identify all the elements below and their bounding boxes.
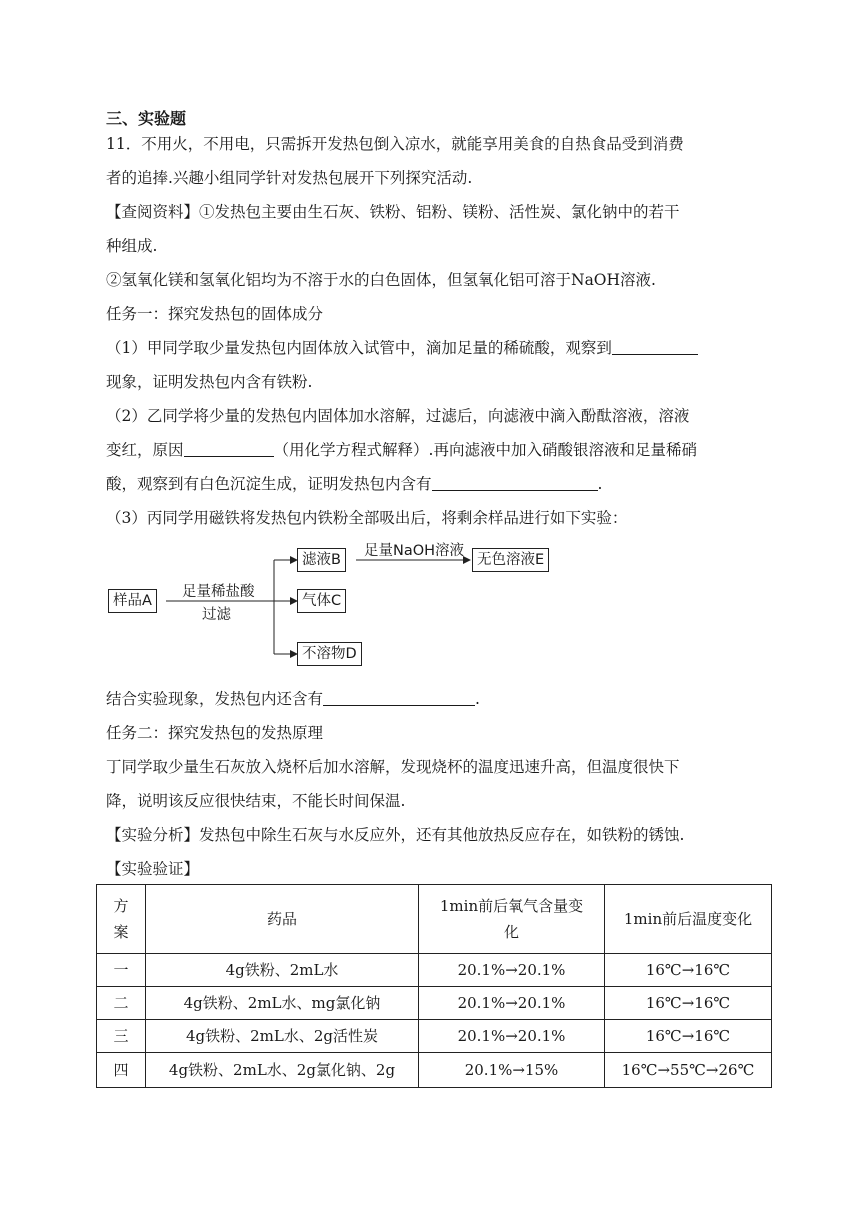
table-header-row [97,885,772,954]
part-1-line-1 [106,337,698,359]
reagent-hcl-label: 足量稀盐酸 [182,584,255,600]
gas-c-box: 气体C [297,589,346,613]
table-row [97,987,772,1020]
part-2-text-b: （用化学方程式解释）.再向滤液中加入硝酸银溶液和足量稀硝 [273,441,697,459]
reference-2: ②氢氧化镁和氢氧化铝均为不溶于水的白色固体，但氢氧化铝可溶于NaOH溶液. [106,271,656,289]
verify-heading: 【实验验证】 [106,860,200,878]
reagent-naoh-label: 足量NaOH溶液 [364,543,465,559]
part-3-line: （3）丙同学用磁铁将发热包内铁粉全部吸出后，将剩余样品进行如下实验： [106,509,628,527]
part-2-line-1: （2）乙同学将少量的发热包内固体加水溶解，过滤后，向滤液中滴入酚酞溶液，溶液 [106,407,690,425]
header-drug: 药品 [146,885,419,954]
filtrate-b-box: 滤液B [297,548,346,572]
cell-drug: 4g铁粉、2mL水、2g氯化钠、2g [146,1053,419,1088]
table-row [97,954,772,987]
answer-blank-4[interactable] [323,689,475,706]
cell-drug: 4g铁粉、2mL水、2g活性炭 [146,1020,419,1053]
cell-oxygen: 20.1%→20.1% [419,954,605,987]
task-2-line-2: 降，说明该反应很快结束，不能长时间保温. [106,792,406,810]
cell-plan: 一 [97,954,146,987]
header-oxygen: 1min前后氧气含量变 化 [419,885,605,954]
part-2-line-2 [106,439,697,461]
task-2-line-1: 丁同学取少量生石灰放入烧杯后加水溶解，发现烧杯的温度迅速升高，但温度很快下 [106,758,680,776]
reference-1-line-2: 种组成. [106,237,158,255]
cell-temperature: 16℃→16℃ [605,987,772,1020]
part-1-text: （1）甲同学取少量发热包内固体放入试管中，滴加足量的稀硫酸，观察到 [106,339,612,357]
answer-blank-2[interactable] [184,440,274,457]
experiment-table [96,884,772,1088]
question-text-line-1: 11．不用火，不用电，只需拆开发热包倒入凉水，就能享用美食的自热食品受到消费 [106,135,684,153]
cell-temperature: 16℃→16℃ [605,954,772,987]
cell-plan: 四 [97,1053,146,1088]
sample-a-box: 样品A [108,589,157,613]
cell-plan: 二 [97,987,146,1020]
answer-blank-3[interactable] [432,474,598,491]
part-1-line-2: 现象，证明发热包内含有铁粉. [106,373,313,391]
filter-label: 过滤 [202,607,231,623]
part-2-text-a: 变红，原因 [106,441,184,459]
conclusion-end: . [475,690,480,708]
answer-blank-1[interactable] [612,338,698,355]
conclusion-line [106,688,480,710]
question-text-line-2: 者的追捧.兴趣小组同学针对发热包展开下列探究活动. [106,169,473,187]
cell-temperature: 16℃→55℃→26℃ [605,1053,772,1088]
cell-oxygen: 20.1%→20.1% [419,987,605,1020]
header-plan: 方 案 [97,885,146,954]
cell-oxygen: 20.1%→15% [419,1053,605,1088]
table-row [97,1053,772,1088]
task-1-heading: 任务一：探究发热包的固体成分 [106,305,324,323]
cell-drug: 4g铁粉、2mL水、mg氯化钠 [146,987,419,1020]
part-2-line-3 [106,473,602,495]
cell-drug: 4g铁粉、2mL水 [146,954,419,987]
part-2-text-c: 酸，观察到有白色沉淀生成，证明发热包内含有 [106,475,432,493]
table-row [97,1020,772,1053]
header-temperature: 1min前后温度变化 [605,885,772,954]
analysis-line: 【实验分析】发热包中除生石灰与水反应外，还有其他放热反应存在，如铁粉的锈蚀. [106,826,685,844]
solution-e-box: 无色溶液E [472,548,549,572]
cell-temperature: 16℃→16℃ [605,1020,772,1053]
part-2-text-d: . [597,475,603,493]
conclusion-text: 结合实验现象，发热包内还含有 [106,690,324,708]
cell-oxygen: 20.1%→20.1% [419,1020,605,1053]
insoluble-d-box: 不溶物D [297,642,362,666]
section-title: 三、实验题 [106,109,187,128]
cell-plan: 三 [97,1020,146,1053]
reference-1-line-1: 【查阅资料】①发热包主要由生石灰、铁粉、铝粉、镁粉、活性炭、氯化钠中的若干 [106,203,680,221]
task-2-heading: 任务二：探究发热包的发热原理 [106,724,324,742]
